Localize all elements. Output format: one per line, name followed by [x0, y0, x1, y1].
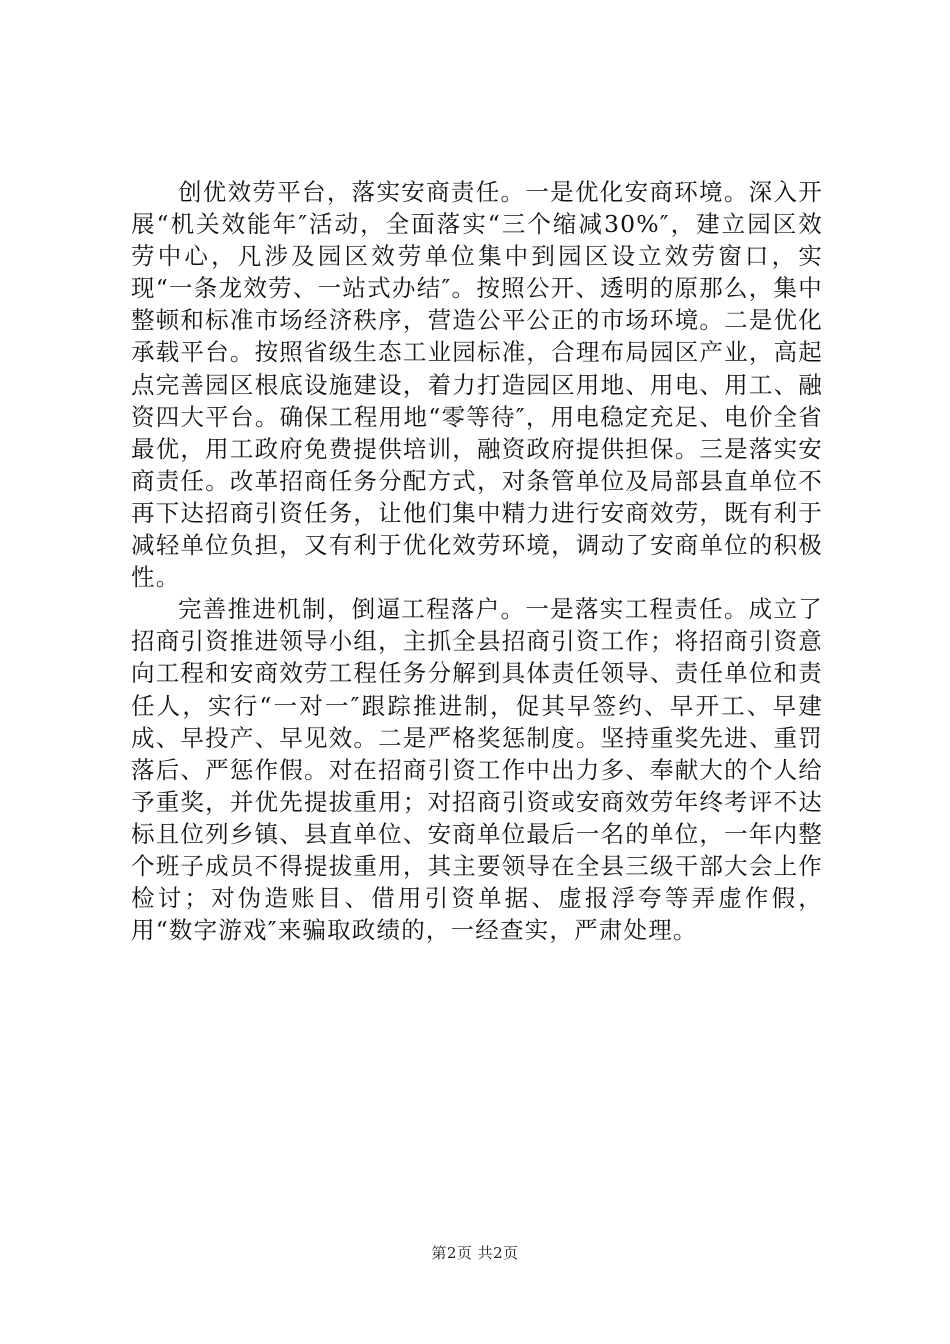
paragraph-promotion-mechanism: 完善推进机制，倒逼工程落户。一是落实工程责任。成立了招商引资推进领导小组，主抓全县招商引资工作；将招商引资意向工程和安商效劳工程任务分解到具体责任领导、责任单位和责任人，实行“一对一″跟踪推进制，促其早签约、早开工、早建成、早投产、早见效。二是严格奖惩制度。坚持重奖先进、重罚落后、严惩作假。对在招商引资工作中出力多、奉献大的个人给予重奖，并优先提拔重用；对招商引资或安商效劳年终考评不达标且位列乡镇、县直单位、安商单位最后一名的单位，一年内整个班子成员不得提拔重用，其主要领导在全县三级干部大会上作检讨；对伪造账目、借用引资单据、虚报浮夸等弄虚作假，用“数字游戏″来骗取政绩的，一经查实，严肃处理。 [131, 595, 823, 945]
page-number-footer: 第2页 共2页 [431, 1244, 519, 1262]
paragraph-investment-service-platform: 创优效劳平台，落实安商责任。一是优化安商环境。深入开展“机关效能年″活动，全面落实“三个缩减30%″，建立园区效劳中心，凡涉及园区效劳单位集中到园区设立效劳窗口，实现“一条龙效劳、一站式办结″。按照公开、透明的原那么，集中整顿和标准市场经济秩序，营造公平公正的市场环境。二是优化承载平台。按照省级生态工业园标准，合理布局园区产业，高起点完善园区根底设施建设，着力打造园区用地、用电、用工、融资四大平台。确保工程用地“零等待″，用电稳定充足、电价全省最优，用工政府免费提供培训，融资政府提供担保。三是落实安商责任。改革招商任务分配方式，对条管单位及局部县直单位不再下达招商引资任务，让他们集中精力进行安商效劳，既有利于减轻单位负担，又有利于优化效劳环境，调动了安商单位的积极性。 [131, 178, 823, 592]
document-body [131, 176, 823, 946]
